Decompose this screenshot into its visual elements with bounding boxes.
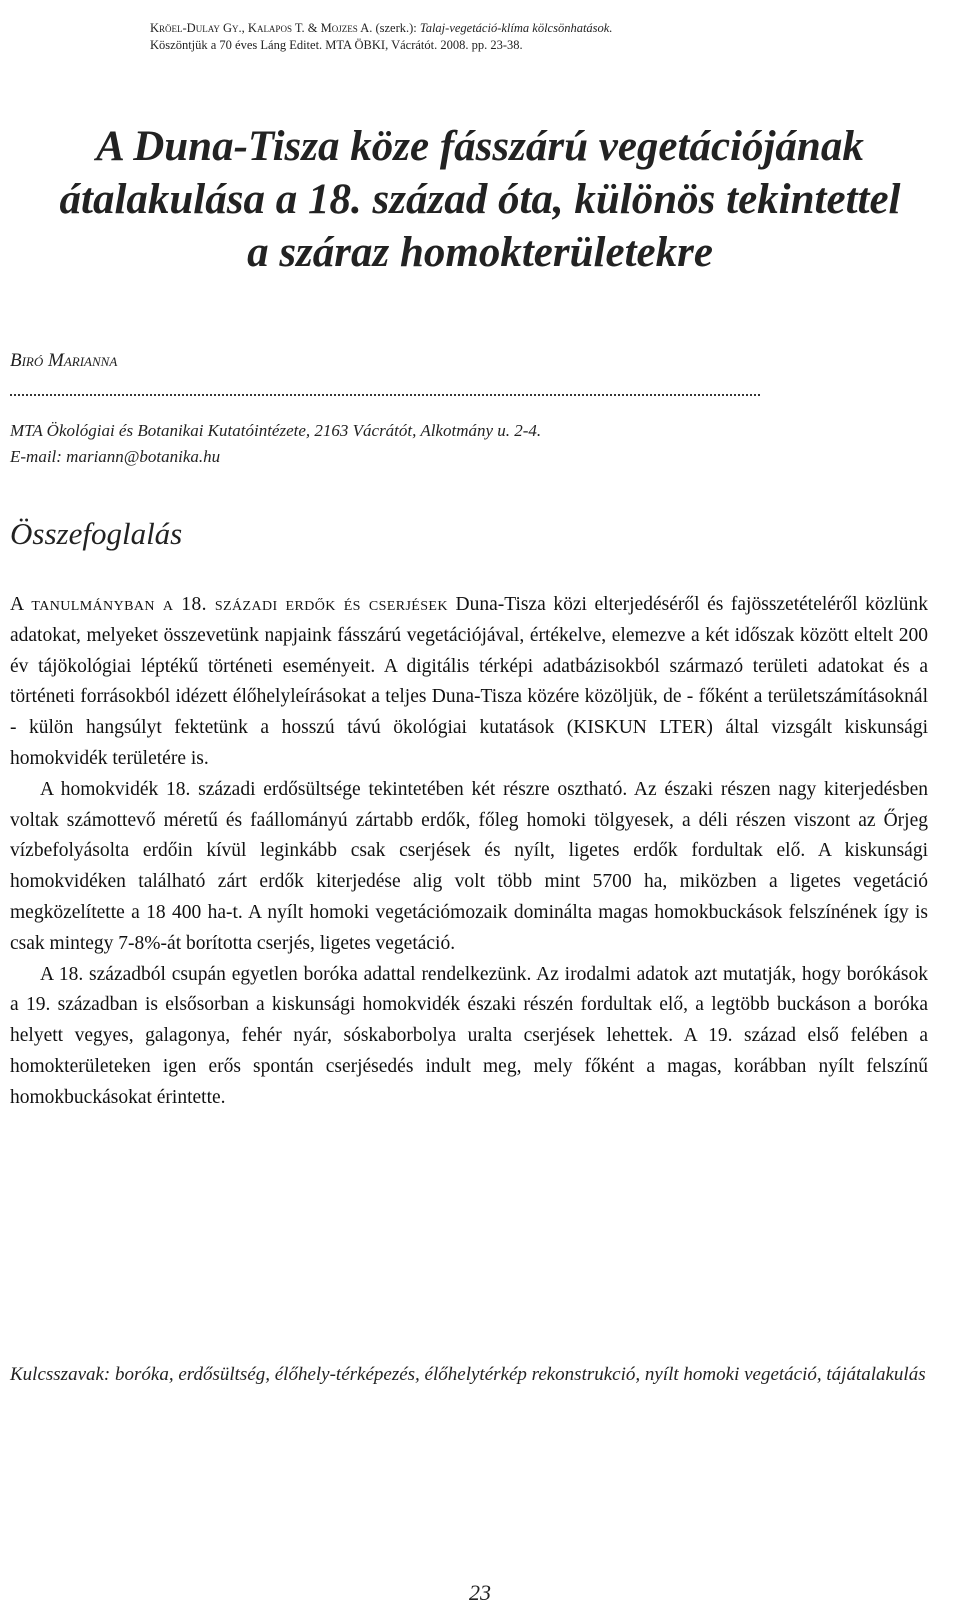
affiliation-email: E-mail: mariann@botanika.hu — [10, 447, 221, 466]
citation-authors: Kröel-Dulay Gy., Kalapos T. & Mojzes A. — [150, 21, 373, 35]
affiliation-block — [10, 418, 910, 470]
keywords: Kulcsszavak: boróka, erdősültség, élőhely-térképezés, élőhelytérkép rekonstrukció, nyílt homoki vegetáció, tájátalakulás — [10, 1364, 926, 1385]
abstract-paragraph-2: A homokvidék 18. századi erdősültsége tekintetében két részre osztható. Az északi részen nagy kiterjedésben voltak számottevő méretű és faállományú zártabb erdők, főleg homoki tölgyesek, a déli részen viszont az Őrjeg vízbefolyásolta erdőin kívül leginkább csak cserjések és nyílt, ligetes erdők fordultak elő. A kiskunsági homokvidéken található zárt erdők kiterjedése alig volt több mint 5700 ha, miközben a ligetes vegetáció megközelítette a 18 400 ha-t. A nyílt homoki vegetációmozaik dominálta magas homokbuckások felszínének így is csak mintegy 7-8%-át borította cserjés, ligetes vegetáció. — [10, 778, 928, 954]
page-number: 23 — [469, 1580, 491, 1605]
title-line-1: A Duna-Tisza köze fásszárú vegetációjának — [96, 123, 864, 170]
citation-line-2: Köszöntjük a 70 éves Láng Editet. MTA ÖBKI, Vácrátót. 2008. pp. 23-38. — [150, 38, 523, 52]
section-heading-summary: Összefoglalás — [10, 516, 183, 551]
affiliation-address: MTA Ökológiai és Botanikai Kutatóintézete, 2163 Vácrátót, Alkotmány u. 2-4. — [10, 421, 542, 440]
abstract-lead-in: A tanulmányban a 18. századi erdők és cserjések — [10, 594, 448, 615]
citation-line-1 — [150, 20, 910, 37]
title-line-3: a száraz homokterületekre — [247, 229, 713, 276]
abstract-body — [10, 590, 928, 1114]
title-line-2: átalakulása a 18. század óta, különös tekintettel — [59, 176, 901, 223]
abstract-paragraph-1 — [10, 590, 928, 775]
abstract-paragraph-3: A 18. századból csupán egyetlen boróka adattal rendelkezünk. Az irodalmi adatok azt mutatják, hogy borókások a 19. században is elsősorban a kiskunsági homokvidék északi részén fordultak elő, a legtöbb buckáson a boróka helyett vegyes, galagonya, fehér nyár, sóskaborbolya uralta cserjések lehettek. A 19. század első felében a homokterületeken igen erős spontán cserjésedés indult meg, mely főként a magas, korábban nyílt felszínű homokbuckásokat érintette. — [10, 963, 928, 1108]
dotted-divider — [10, 394, 760, 396]
citation-header — [150, 20, 910, 54]
citation-book-title: Talaj-vegetáció-klíma kölcsönhatások. — [419, 21, 613, 35]
author-name: Biró Marianna — [10, 350, 118, 371]
citation-editor-tag: (szerk.): — [372, 21, 420, 35]
abstract-paragraph-1-text: Duna-Tisza közi elterjedéséről és fajösszetételéről közlünk adatokat, melyeket összevetünk napjaink fásszárú vegetációjával, értékelve, elemezve a két időszak között eltelt 200 év tájökológiai léptékű történeti eseményeit. A digitális térképi adatbázisokból származó területi adatokat és a történeti forrásokból idézett élőhelyleírásokat a teljes Duna-Tisza közére közöljük, de - főként a területszámításoknál - külön hangsúlyt fektetünk a hosszú távú ökológiai kutatások (KISKUN LTER) által vizsgált kiskunsági homokvidék területére is. — [10, 594, 928, 769]
paper-title — [40, 120, 920, 279]
